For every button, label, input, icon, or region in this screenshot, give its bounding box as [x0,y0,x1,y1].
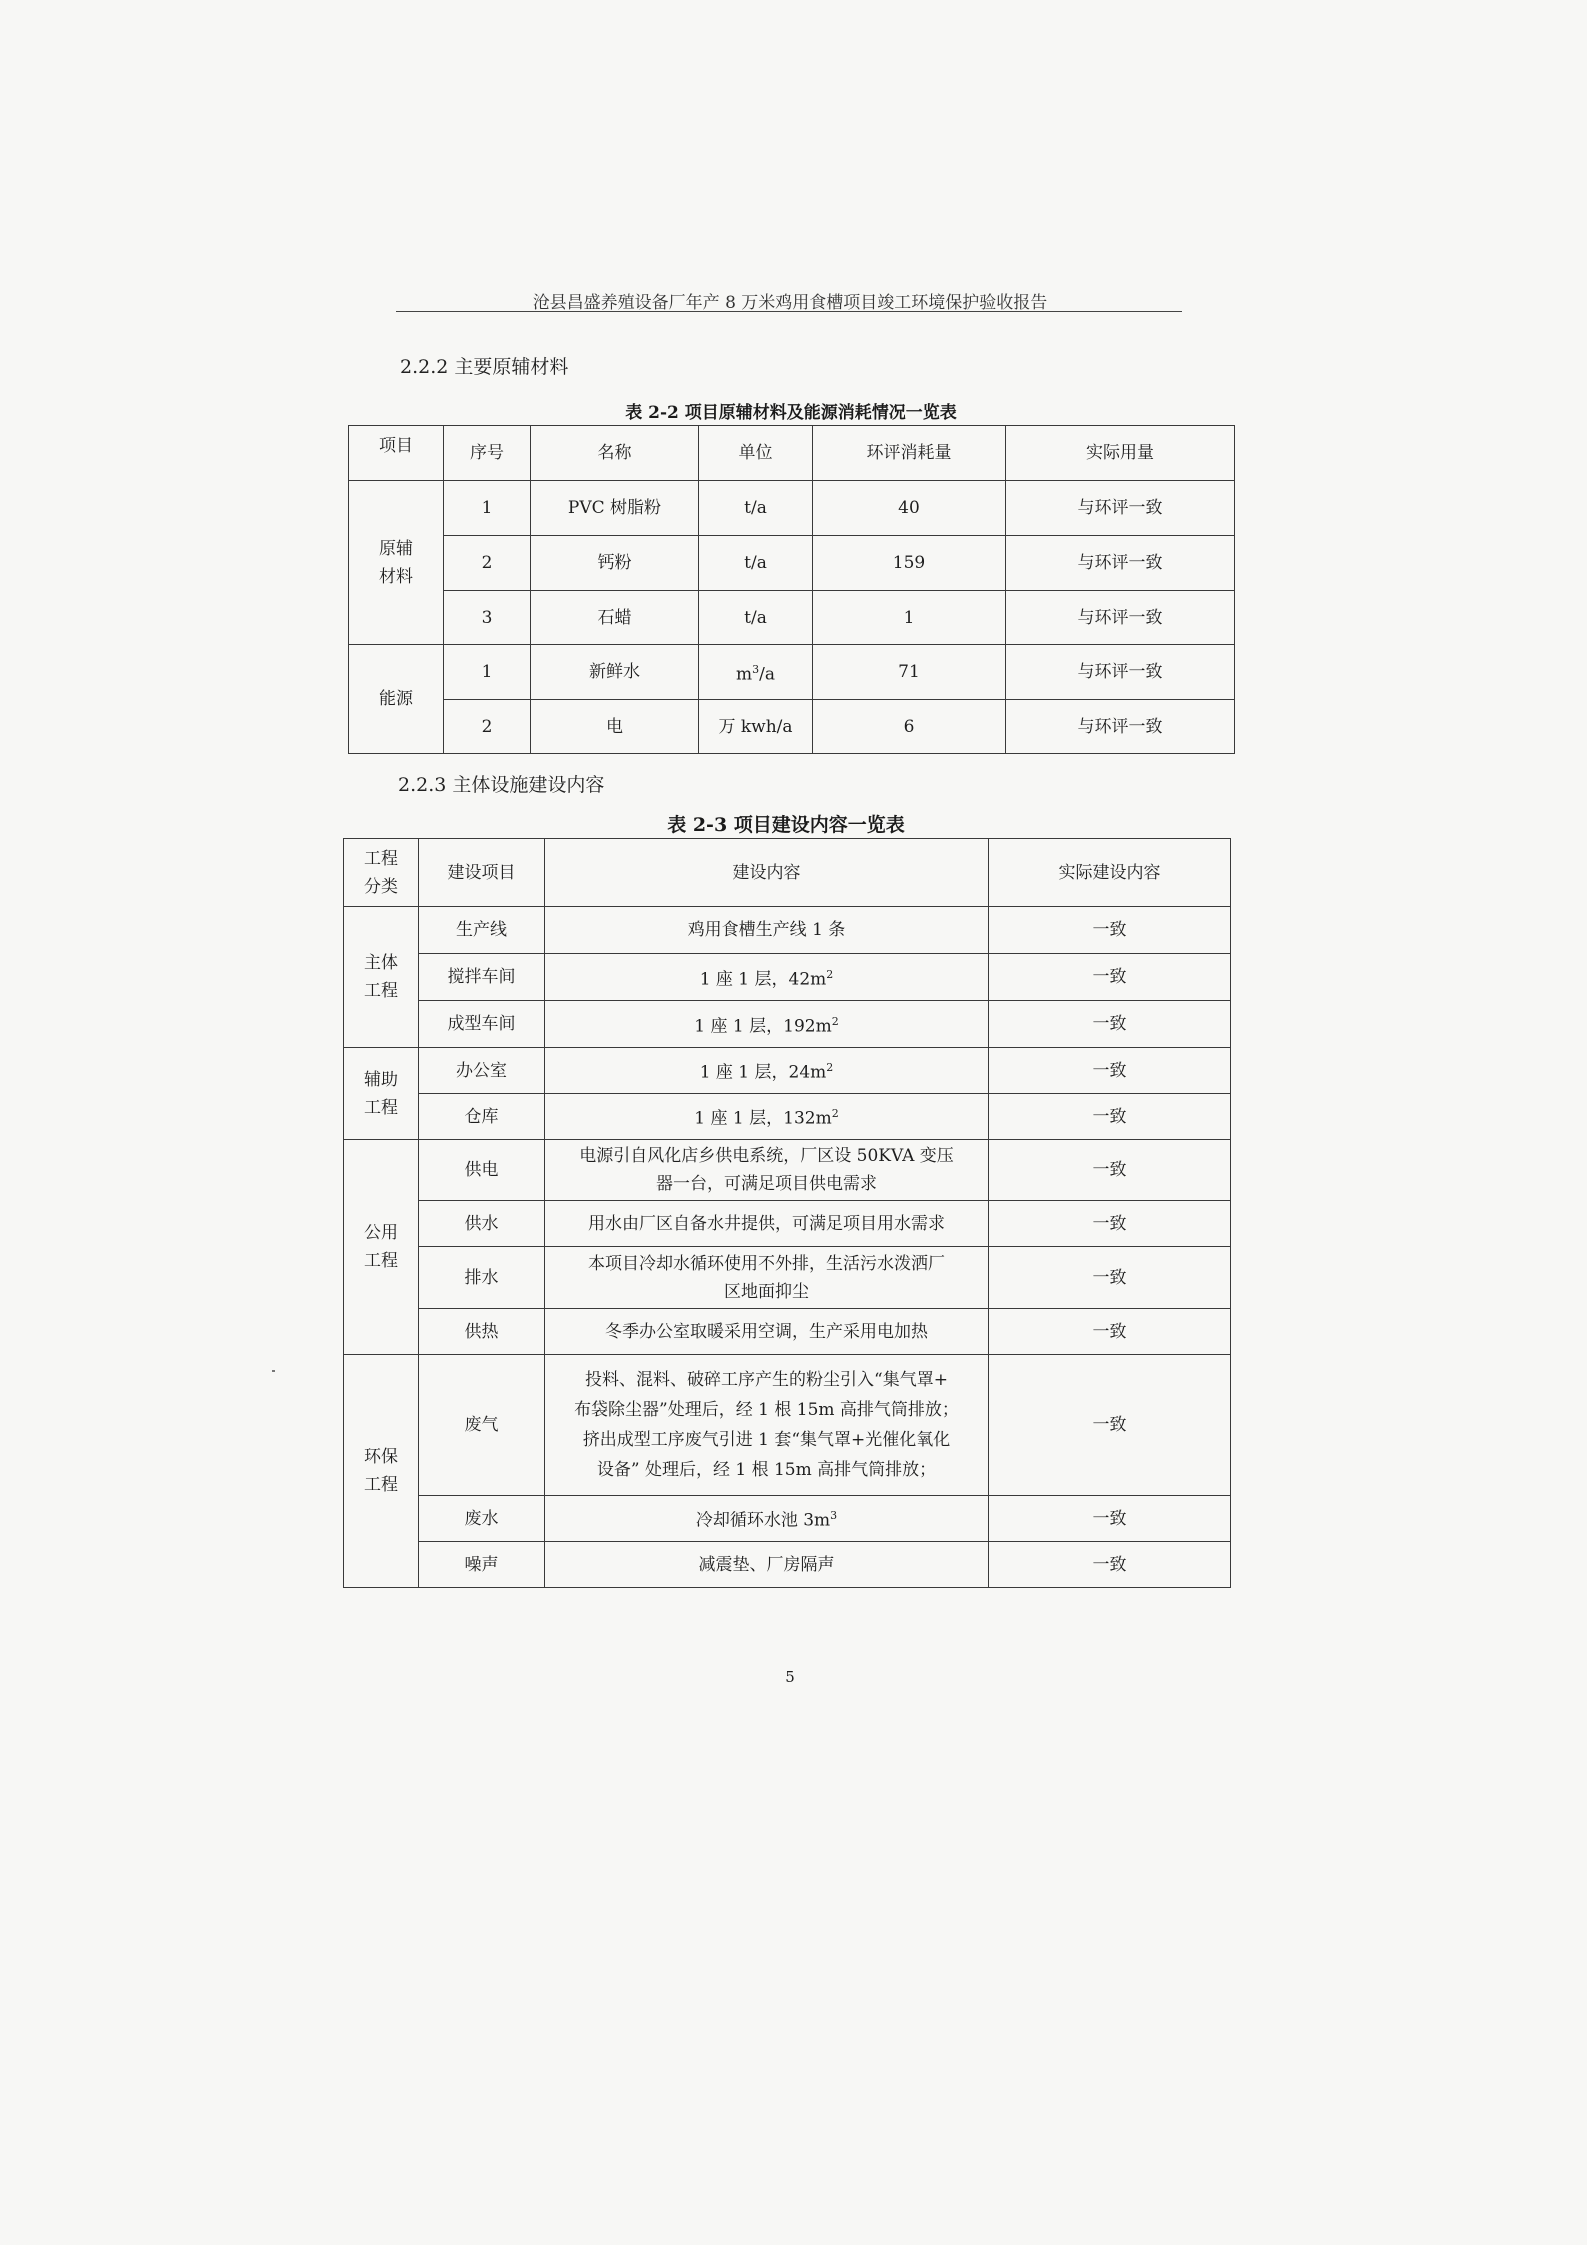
table-row [344,1048,1231,1094]
cell-actual: 一致 [989,907,1231,954]
cell-no: 3 [444,591,531,645]
table-row [344,954,1231,1001]
cell-content [545,1094,989,1140]
cell-unit: t/a [699,481,813,536]
cell-eia: 71 [813,645,1006,700]
cell-content [545,954,989,1001]
cell-no: 2 [444,536,531,591]
cell-actual: 与环评一致 [1006,645,1235,700]
cell-actual: 一致 [989,1247,1231,1309]
cell-actual: 一致 [989,1094,1231,1140]
cell-actual: 与环评一致 [1006,700,1235,754]
scan-speck [272,1370,275,1372]
group-label-raw-materials: 原辅 材料 [349,481,444,645]
cell-item: 生产线 [419,907,545,954]
cell-content: 投料、混料、破碎工序产生的粉尘引入“集气罩+ 布袋除尘器”处理后，经 1 根 15m 高排气筒排放； 挤出成型工序废气引进 1 套“集气罩+光催化氧化 设备” 处理后，经 1 根 15m 高排气筒排放； [545,1355,989,1496]
table-row [344,1094,1231,1140]
content-superscript: 2 [831,1014,839,1028]
content-text: 1 座 1 层，24m [699,1062,827,1083]
header-cell-project: 项目 [349,426,444,481]
cell-item: 噪声 [419,1542,545,1588]
cell-eia: 40 [813,481,1006,536]
group-label-environmental-works: 环保 工程 [344,1355,419,1588]
cell-actual: 一致 [989,1201,1231,1247]
cell-item: 办公室 [419,1048,545,1094]
header-cell-no: 序号 [444,426,531,481]
cell-item: 成型车间 [419,1001,545,1048]
header-cell-actual: 实际建设内容 [989,839,1231,907]
table-row [349,591,1235,645]
content-text: 1 座 1 层，132m [694,1108,832,1129]
group-label-auxiliary-works: 辅助 工程 [344,1048,419,1140]
cell-content: 本项目冷却水循环使用不外排，生活污水泼洒厂 区地面抑尘 [545,1247,989,1309]
cell-unit: t/a [699,591,813,645]
construction-table [343,838,1231,1588]
table-row [349,481,1235,536]
cell-item: 废水 [419,1496,545,1542]
cell-item: 废气 [419,1355,545,1496]
table-row [344,1355,1231,1496]
cell-eia: 1 [813,591,1006,645]
cell-content: 用水由厂区自备水井提供，可满足项目用水需求 [545,1201,989,1247]
table-row [349,645,1235,700]
cell-name: 新鲜水 [531,645,699,700]
cell-no: 1 [444,645,531,700]
header-cell-content: 建设内容 [545,839,989,907]
cell-name: 电 [531,700,699,754]
cell-actual: 一致 [989,1542,1231,1588]
section-heading-2-2-3: 2.2.3 主体设施建设内容 [398,774,605,796]
table-row [344,1542,1231,1588]
cell-content [545,1496,989,1542]
running-header: 沧县昌盛养殖设备厂年产 8 万米鸡用食槽项目竣工环境保护验收报告 [532,293,1048,313]
header-rule [396,311,1182,312]
section-heading-2-2-2: 2.2.2 主要原辅材料 [400,356,569,378]
table-row [344,1309,1231,1355]
cell-content: 减震垫、厂房隔声 [545,1542,989,1588]
table-row [344,1140,1231,1201]
cell-name: 石蜡 [531,591,699,645]
header-cell-name: 名称 [531,426,699,481]
materials-table [348,425,1235,754]
cell-actual: 一致 [989,1355,1231,1496]
cell-content: 冬季办公室取暖采用空调，生产采用电加热 [545,1309,989,1355]
unit-main: m [736,664,753,685]
cell-eia: 159 [813,536,1006,591]
cell-actual: 一致 [989,1309,1231,1355]
cell-no: 2 [444,700,531,754]
cell-item: 供水 [419,1201,545,1247]
cell-actual: 一致 [989,954,1231,1001]
cell-item: 排水 [419,1247,545,1309]
content-superscript: 3 [830,1509,838,1523]
cell-item: 供电 [419,1140,545,1201]
content-text: 1 座 1 层，42m [699,969,827,990]
unit-superscript: 3 [752,662,760,676]
header-cell-item: 建设项目 [419,839,545,907]
content-text: 冷却循环水池 3m [695,1510,831,1531]
cell-name: 钙粉 [531,536,699,591]
cell-actual: 一致 [989,1001,1231,1048]
table-row [344,907,1231,954]
content-superscript: 2 [826,967,834,981]
page-number: 5 [785,1668,795,1686]
table-row [344,1247,1231,1309]
cell-content [545,1001,989,1048]
group-label-energy: 能源 [349,645,444,754]
content-superscript: 2 [831,1107,839,1121]
cell-actual: 与环评一致 [1006,591,1235,645]
cell-actual: 与环评一致 [1006,536,1235,591]
cell-item: 供热 [419,1309,545,1355]
cell-content: 鸡用食槽生产线 1 条 [545,907,989,954]
unit-tail: /a [759,664,775,685]
group-label-utility-works: 公用 工程 [344,1140,419,1355]
table-row [344,1201,1231,1247]
table-row [349,700,1235,754]
cell-item: 搅拌车间 [419,954,545,1001]
table-row [349,536,1235,591]
cell-unit [699,645,813,700]
header-cell-category: 工程 分类 [344,839,419,907]
table-row [344,1496,1231,1542]
cell-name: PVC 树脂粉 [531,481,699,536]
cell-actual: 一致 [989,1140,1231,1201]
table-2-2-caption: 表 2-2 项目原辅材料及能源消耗情况一览表 [625,403,957,423]
cell-actual: 一致 [989,1496,1231,1542]
content-text: 1 座 1 层，192m [694,1016,832,1037]
cell-unit: 万 kwh/a [699,700,813,754]
cell-eia: 6 [813,700,1006,754]
header-cell-eia-consumption: 环评消耗量 [813,426,1006,481]
content-superscript: 2 [826,1061,834,1075]
cell-content: 电源引自风化店乡供电系统，厂区设 50KVA 变压 器一台，可满足项目供电需求 [545,1140,989,1201]
cell-item: 仓库 [419,1094,545,1140]
cell-unit: t/a [699,536,813,591]
header-cell-actual-usage: 实际用量 [1006,426,1235,481]
cell-content [545,1048,989,1094]
group-label-main-works: 主体 工程 [344,907,419,1048]
cell-actual: 与环评一致 [1006,481,1235,536]
header-cell-unit: 单位 [699,426,813,481]
cell-actual: 一致 [989,1048,1231,1094]
table-2-3-caption: 表 2-3 项目建设内容一览表 [667,814,905,836]
cell-no: 1 [444,481,531,536]
table-row [344,1001,1231,1048]
